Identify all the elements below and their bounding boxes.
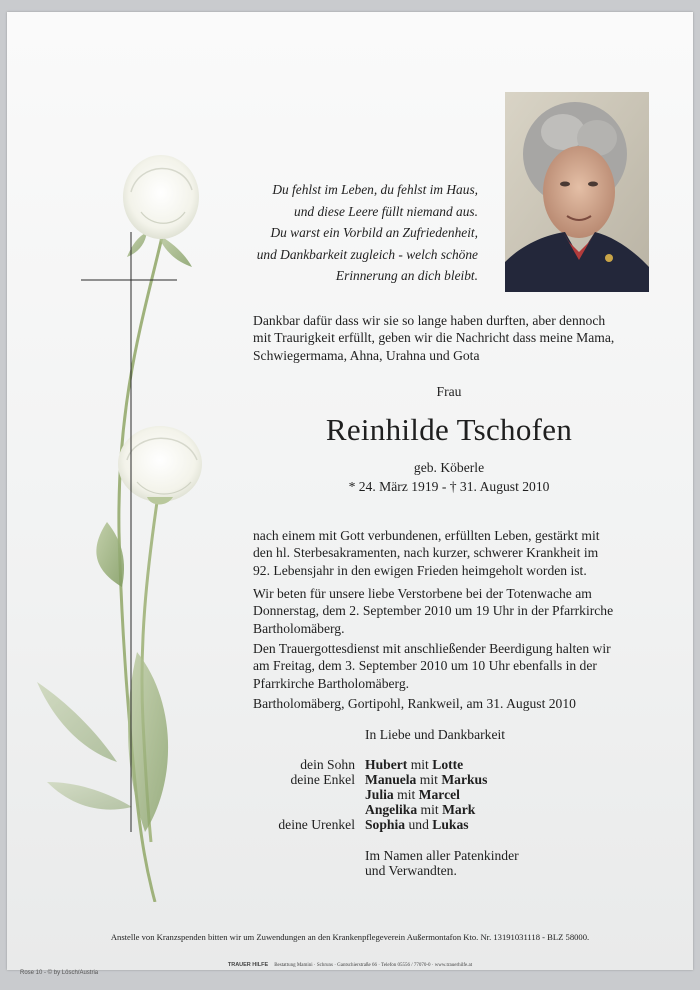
- conjunction: mit: [420, 802, 439, 817]
- grandchildren-names-3: [365, 802, 475, 818]
- maiden-name: geb. Köberle: [413, 460, 485, 475]
- poem: [178, 179, 478, 287]
- family-name: Manuela: [365, 772, 417, 787]
- body-line: Den Trauergottesdienst mit anschließender Beerdigung halten wir: [253, 641, 611, 656]
- intro-line: mit Traurigkeit erfüllt, geben wir die Nachricht dass meine Mama,: [253, 330, 615, 346]
- son-names: [365, 757, 463, 773]
- life-dates: * 24. März 1919 - † 31. August 2010: [348, 479, 550, 494]
- body-line: Wir beten für unsere liebe Verstorbene bei der Totenwache am: [253, 586, 592, 601]
- family-name: Julia: [365, 787, 394, 802]
- body-line: nach einem mit Gott verbundenen, erfüllten Leben, gestärkt mit: [253, 528, 600, 543]
- family-name: Mark: [442, 802, 476, 817]
- poem-line: Du fehlst im Leben, du fehlst im Haus,: [272, 182, 478, 197]
- deceased-name: Reinhilde Tschofen: [325, 412, 573, 447]
- image-credit: Rose 10 - © by Lösch/Austria: [20, 970, 99, 976]
- family-name: Markus: [441, 772, 488, 787]
- place-date: Bartholomäberg, Gortipohl, Rankweil, am 31. August 2010: [253, 696, 576, 711]
- body-paragraph-1: [253, 527, 600, 579]
- intro-text: [253, 312, 614, 364]
- portrait-photo: [505, 92, 649, 292]
- relatives-line: und Verwandten.: [365, 863, 457, 878]
- poem-line: Erinnerung an dich bleibt.: [335, 268, 478, 283]
- donation-note: Anstelle von Kranzspenden bitten wir um Zuwendungen an den Krankenpflegeverein Außermontafon Kto. Nr. 13191031118 - BLZ 58000.: [110, 932, 590, 942]
- godchildren-line: Im Namen aller Patenkinder: [365, 848, 519, 863]
- intro-line: Schwiegermama, Ahna, Urahna und Gota: [253, 347, 480, 363]
- obituary-sheet: [7, 12, 693, 970]
- son-label: dein Sohn: [300, 757, 355, 772]
- poem-line: und diese Leere füllt niemand aus.: [294, 203, 478, 219]
- body-line: am Freitag, dem 3. September 2010 um 10 Uhr ebenfalls in der: [253, 658, 597, 674]
- printer-info: Bestattung Mamini · Schruns · Gantschierstraße 66 · Telefon 05556 / 77070-0 · www.trauerhilfe.at: [274, 963, 473, 968]
- body-line: Donnerstag, dem 2. September 2010 um 19 Uhr in der Pfarrkirche: [253, 603, 614, 619]
- body-paragraph-3: [253, 640, 611, 692]
- family-name: Marcel: [418, 787, 460, 802]
- conjunction: und: [408, 817, 429, 832]
- body-line: Pfarrkirche Bartholomäberg.: [253, 675, 410, 691]
- family-name: Sophia: [365, 817, 406, 832]
- great-grandchildren-label: deine Urenkel: [278, 817, 355, 832]
- conjunction: mit: [419, 772, 438, 787]
- printer-brand: TRAUER HILFE: [227, 962, 269, 968]
- printer-line: [7, 962, 693, 968]
- poem-line: und Dankbarkeit zugleich - welch schöne: [256, 246, 478, 262]
- conjunction: mit: [397, 787, 416, 802]
- grandchildren-names-2: [365, 787, 460, 803]
- intro-line: Dankbar dafür dass wir sie so lange haben durften, aber dennoch: [253, 313, 606, 328]
- body-paragraph-2: [253, 585, 613, 637]
- grandchildren-names-1: [365, 772, 487, 788]
- body-line: den hl. Sterbesakramenten, nach kurzer, schwerer Krankheit im: [253, 545, 599, 561]
- conjunction: mit: [410, 757, 429, 772]
- salutation: Frau: [436, 384, 462, 399]
- closing: In Liebe und Dankbarkeit: [365, 727, 506, 742]
- grandchildren-label: deine Enkel: [290, 772, 355, 787]
- family-name: Angelika: [365, 802, 418, 817]
- poem-line: Du warst ein Vorbild an Zufriedenheit,: [270, 225, 478, 240]
- body-line: 92. Lebensjahr in den ewigen Frieden heimgeholt worden ist.: [253, 562, 587, 578]
- great-grandchildren-names: [365, 817, 469, 833]
- family-name: Lukas: [432, 817, 469, 832]
- family-name: Lotte: [432, 757, 464, 772]
- body-line: Bartholomäberg.: [253, 620, 345, 636]
- family-name: Hubert: [365, 757, 408, 772]
